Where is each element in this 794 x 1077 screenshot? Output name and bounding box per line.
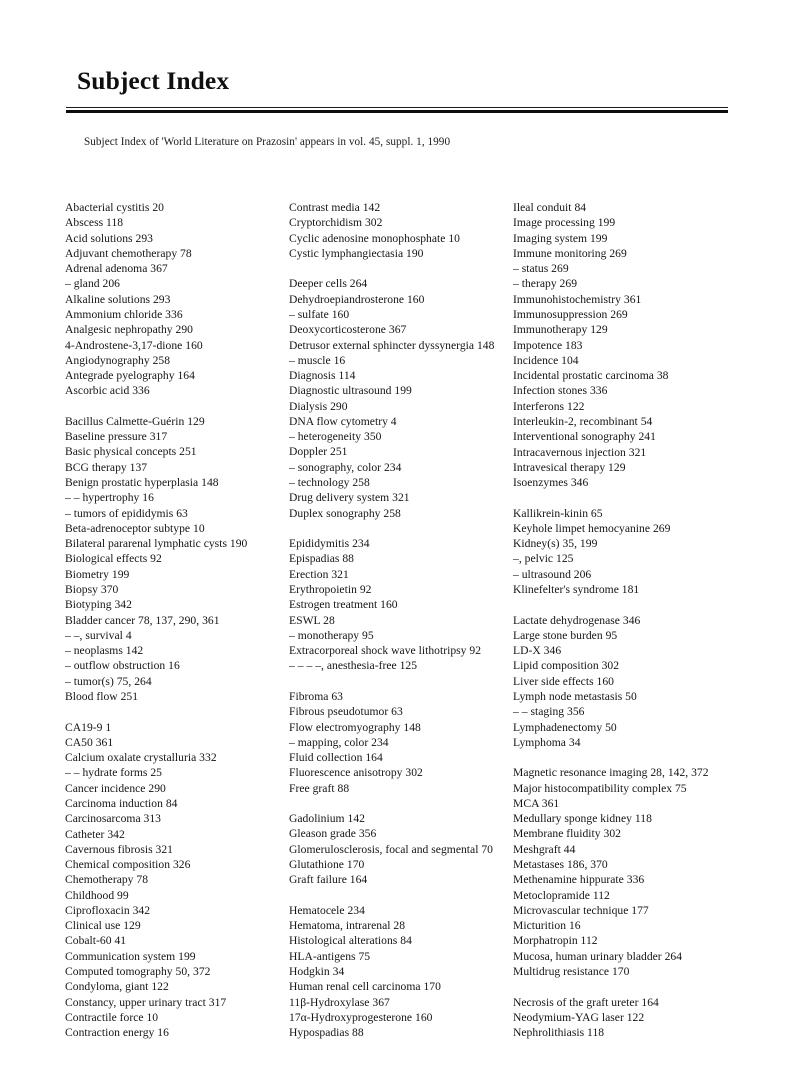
index-entry: Morphatropin 112	[513, 934, 598, 948]
index-entry: Human renal cell carcinoma 170	[289, 980, 441, 994]
index-entry: Glutathione 170	[289, 858, 365, 872]
header-rule	[66, 107, 728, 113]
index-entry: Intracavernous injection 321	[513, 445, 647, 459]
index-entry: Fluid collection 164	[289, 751, 383, 765]
index-entry: DNA flow cytometry 4	[289, 414, 397, 428]
index-entry: Cobalt-60 41	[65, 934, 127, 948]
index-subentry: – – hydrate forms 25	[65, 766, 162, 780]
index-entry: Bacillus Calmette-Guérin 129	[65, 414, 205, 428]
index-subentry: – gland 206	[65, 277, 120, 291]
index-entry: Mucosa, human urinary bladder 264	[513, 949, 683, 963]
index-entry: Communication system 199	[65, 949, 196, 963]
index-entry: Impotence 183	[513, 338, 583, 352]
index-entry: Analgesic nephropathy 290	[65, 323, 193, 337]
index-entry: Clinical use 129	[65, 919, 141, 933]
letter-group-spacer	[289, 674, 511, 689]
index-entry: Nephrolithiasis 118	[513, 1026, 605, 1040]
index-entry: Condyloma, giant 122	[65, 980, 169, 994]
index-entry: Alkaline solutions 293	[65, 292, 171, 306]
page-title: Subject Index	[77, 66, 230, 95]
index-entry: Membrane fluidity 302	[513, 827, 621, 841]
index-entry: Microvascular technique 177	[513, 903, 649, 917]
index-entry: Detrusor external sphincter dyssynergia 148	[289, 338, 495, 352]
index-entry: Micturition 16	[513, 919, 581, 933]
index-entry: Epididymitis 234	[289, 537, 370, 551]
index-entry: Benign prostatic hyperplasia 148	[65, 476, 219, 490]
index-entry: Cancer incidence 290	[65, 781, 166, 795]
index-entry: Infection stones 336	[513, 384, 608, 398]
index-entry: Abscess 118	[65, 216, 124, 230]
index-entry: Gadolinium 142	[289, 812, 365, 826]
letter-group-spacer	[289, 888, 511, 903]
index-entry: Extracorporeal shock wave lithotripsy 92	[289, 644, 482, 658]
index-entry: Dialysis 290	[289, 399, 348, 413]
index-entry: Metastases 186, 370	[513, 858, 608, 872]
index-subentry: – neoplasms 142	[65, 644, 144, 658]
letter-group-spacer	[513, 490, 741, 505]
index-entry: Baseline pressure 317	[65, 430, 168, 444]
index-entry: Lactate dehydrogenase 346	[513, 613, 641, 627]
index-entry: Immunosuppression 269	[513, 307, 628, 321]
index-entry: Lymph node metastasis 50	[513, 689, 637, 703]
index-entry: Hypospadias 88	[289, 1026, 364, 1040]
index-entry: Medullary sponge kidney 118	[513, 812, 652, 826]
index-entry: ESWL 28	[289, 613, 335, 627]
index-entry: Contrast media 142	[289, 201, 381, 214]
index-subentry: – sulfate 160	[289, 307, 350, 321]
letter-group-spacer	[513, 979, 741, 994]
index-entry: Chemotherapy 78	[65, 873, 149, 887]
index-entry: Antegrade pyelography 164	[65, 369, 195, 383]
index-entry: Fibrous pseudotumor 63	[289, 705, 403, 719]
index-entry: Duplex sonography 258	[289, 506, 401, 520]
index-entry: Adrenal adenoma 367	[65, 262, 168, 276]
index-entry: Blood flow 251	[65, 689, 139, 703]
index-column-3	[513, 200, 741, 1040]
index-column-2	[289, 200, 511, 1040]
index-entry: Intravesical therapy 129	[513, 460, 626, 474]
index-entry: Image processing 199	[513, 216, 616, 230]
index-subentry: – – hypertrophy 16	[65, 491, 154, 505]
index-entry: Large stone burden 95	[513, 628, 618, 642]
index-subentry: – technology 258	[289, 476, 370, 490]
index-entry: Catheter 342	[65, 827, 125, 841]
index-note: Subject Index of 'World Literature on Prazosin' appears in vol. 45, suppl. 1, 1990	[84, 136, 451, 148]
index-entry: Erythropoietin 92	[289, 583, 372, 596]
letter-group-spacer	[513, 750, 741, 765]
index-entry: Biological effects 92	[65, 552, 162, 566]
index-entry: HLA-antigens 75	[289, 949, 371, 963]
letter-group-spacer	[289, 521, 511, 536]
letter-group-spacer	[513, 597, 741, 612]
index-entry: Liver side effects 160	[513, 674, 614, 688]
index-entry: Contraction energy 16	[65, 1026, 169, 1040]
index-entry: Abacterial cystitis 20	[65, 201, 164, 214]
index-entry: Diagnostic ultrasound 199	[289, 384, 412, 398]
index-entry: Carcinosarcoma 313	[65, 812, 161, 826]
index-subentry: – sonography, color 234	[289, 460, 402, 474]
index-entry: Dehydroepiandrosterone 160	[289, 292, 425, 306]
index-entry: Lipid composition 302	[513, 659, 620, 673]
index-entry: Carcinoma induction 84	[65, 796, 178, 810]
index-subentry: – – – –, anesthesia-free 125	[289, 659, 418, 673]
index-entry: Beta-adrenoceptor subtype 10	[65, 521, 205, 535]
index-entry: Deeper cells 264	[289, 277, 368, 291]
index-entry: BCG therapy 137	[65, 460, 148, 474]
index-entry: Magnetic resonance imaging 28, 142, 372	[513, 766, 709, 780]
index-entry: Methenamine hippurate 336	[513, 873, 645, 887]
index-entry: Calcium oxalate crystalluria 332	[65, 751, 217, 765]
index-entry: Kallikrein-kinin 65	[513, 506, 603, 520]
index-entry: Epispadias 88	[289, 552, 354, 566]
index-entry: Gleason grade 356	[289, 827, 377, 841]
index-subentry: – –, survival 4	[65, 628, 132, 642]
index-entry: Necrosis of the graft ureter 164	[513, 995, 659, 1009]
letter-group-spacer	[65, 704, 287, 719]
index-entry: Acid solutions 293	[65, 231, 153, 245]
index-entry: Incidental prostatic carcinoma 38	[513, 369, 669, 383]
index-entry: CA50 361	[65, 735, 114, 749]
index-entry: Immunotherapy 129	[513, 323, 608, 337]
index-entry: Graft failure 164	[289, 873, 368, 887]
index-subentry: –, pelvic 125	[513, 552, 574, 566]
index-entry: Diagnosis 114	[289, 369, 356, 383]
index-entry: Ciprofloxacin 342	[65, 903, 151, 917]
index-entry: 11β-Hydroxylase 367	[289, 995, 390, 1009]
index-entry: Keyhole limpet hemocyanine 269	[513, 521, 671, 535]
index-entry: Biometry 199	[65, 567, 130, 581]
index-entry: Computed tomography 50, 372	[65, 965, 211, 979]
index-subentry: – – staging 356	[513, 705, 585, 719]
index-subentry: – heterogeneity 350	[289, 430, 382, 444]
index-entry: 4-Androstene-3,17-dione 160	[65, 338, 203, 352]
index-entry: Kidney(s) 35, 199	[513, 537, 598, 551]
index-entry: Contractile force 10	[65, 1010, 159, 1024]
index-entry: Erection 321	[289, 567, 349, 581]
index-entry: Fluorescence anisotropy 302	[289, 766, 423, 780]
index-entry: Immune monitoring 269	[513, 246, 627, 260]
index-entry: Biopsy 370	[65, 583, 119, 597]
index-entry: Lymphoma 34	[513, 735, 581, 749]
index-entry: Flow electromyography 148	[289, 720, 421, 734]
index-entry: Klinefelter's syndrome 181	[513, 583, 640, 597]
index-entry: Biotyping 342	[65, 598, 132, 612]
index-subentry: – tumor(s) 75, 264	[65, 674, 152, 688]
letter-group-spacer	[289, 796, 511, 811]
index-entry: Estrogen treatment 160	[289, 598, 398, 612]
index-entry: CA19-9 1	[65, 720, 112, 734]
index-entry: Childhood 99	[65, 888, 129, 902]
index-subentry: – mapping, color 234	[289, 735, 389, 749]
index-entry: Interventional sonography 241	[513, 430, 656, 444]
index-entry: Hematocele 234	[289, 903, 365, 917]
letter-group-spacer	[289, 261, 511, 276]
index-entry: LD-X 346	[513, 644, 562, 658]
index-entry: Fibroma 63	[289, 689, 343, 703]
index-entry: Drug delivery system 321	[289, 491, 410, 505]
index-subentry: – tumors of epididymis 63	[65, 506, 188, 520]
index-entry: 17α-Hydroxyprogesterone 160	[289, 1010, 433, 1024]
index-entry: Angiodynography 258	[65, 353, 171, 367]
index-subentry: – outflow obstruction 16	[65, 659, 180, 673]
index-subentry: – monotherapy 95	[289, 628, 374, 642]
index-entry: Cyclic adenosine monophosphate 10	[289, 231, 460, 245]
index-entry: Interleukin-2, recombinant 54	[513, 414, 653, 428]
index-entry: Multidrug resistance 170	[513, 965, 630, 979]
index-entry: Constancy, upper urinary tract 317	[65, 995, 227, 1009]
index-entry: Histological alterations 84	[289, 934, 412, 948]
index-entry: Free graft 88	[289, 781, 350, 795]
index-subentry: – status 269	[513, 262, 569, 276]
index-entry: Cavernous fibrosis 321	[65, 842, 173, 856]
index-entry: Ascorbic acid 336	[65, 384, 150, 398]
index-entry: Ileal conduit 84	[513, 201, 587, 214]
index-entry: Adjuvant chemotherapy 78	[65, 246, 192, 260]
header-rule-thick	[66, 110, 728, 113]
index-entry: Metoclopramide 112	[513, 888, 610, 902]
index-entry: Bladder cancer 78, 137, 290, 361	[65, 613, 220, 627]
index-entry: Hematoma, intrarenal 28	[289, 919, 406, 933]
index-entry: Major histocompatibility complex 75	[513, 781, 687, 795]
index-entry: Lymphadenectomy 50	[513, 720, 617, 734]
index-entry: Hodgkin 34	[289, 964, 345, 978]
index-entry: Doppler 251	[289, 445, 348, 459]
index-entry: Interferons 122	[513, 399, 585, 413]
index-entry: Incidence 104	[513, 353, 579, 367]
index-entry: Meshgraft 44	[513, 842, 576, 856]
index-entry: Cryptorchidism 302	[289, 216, 383, 230]
index-entry: Isoenzymes 346	[513, 476, 589, 490]
index-entry: MCA 361	[513, 796, 560, 810]
index-entry: Immunohistochemistry 361	[513, 292, 642, 306]
index-entry: Cystic lymphangiectasia 190	[289, 246, 424, 260]
index-column-1	[65, 200, 287, 1040]
index-entry: Glomerulosclerosis, focal and segmental 70	[289, 842, 493, 856]
index-entry: Deoxycorticosterone 367	[289, 323, 407, 337]
index-entry: Bilateral pararenal lymphatic cysts 190	[65, 537, 248, 551]
index-entry: Basic physical concepts 251	[65, 445, 197, 459]
index-entry: Ammonium chloride 336	[65, 307, 183, 321]
index-entry: Imaging system 199	[513, 231, 608, 245]
index-subentry: – therapy 269	[513, 277, 578, 291]
index-entry: Neodymium-YAG laser 122	[513, 1010, 645, 1024]
index-entry: Chemical composition 326	[65, 858, 191, 872]
index-subentry: – muscle 16	[289, 353, 346, 367]
index-subentry: – ultrasound 206	[513, 567, 592, 581]
letter-group-spacer	[65, 399, 287, 414]
